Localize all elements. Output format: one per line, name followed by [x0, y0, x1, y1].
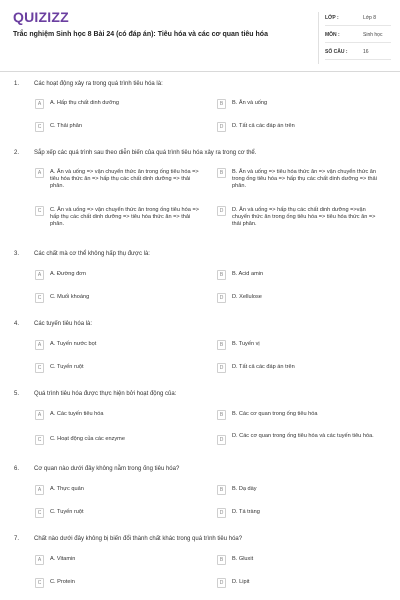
option-letter: B: [217, 485, 226, 495]
meta-row-subject: [325, 29, 391, 43]
option-letter: C: [35, 293, 44, 303]
option-text: A. Đường đơn: [50, 271, 86, 277]
option-text: D. Tất cả các đáp án trên: [232, 364, 295, 370]
option-text: A. Thực quản: [50, 486, 84, 492]
option-text: D. Xellulose: [232, 294, 262, 300]
option-letter: C: [35, 122, 44, 132]
option-letter: D: [217, 578, 226, 588]
option-letter: A: [35, 340, 44, 350]
option-text: B. Acid amin: [232, 271, 264, 277]
meta-key: LỚP :: [325, 15, 339, 21]
option-letter: C: [35, 435, 44, 445]
option-letter: C: [35, 578, 44, 588]
worksheet-title: Trắc nghiệm Sinh học 8 Bài 24 (có đáp án): Tiêu hóa và các cơ quan tiêu hóa: [13, 31, 268, 38]
option-letter: A: [35, 555, 44, 565]
option-text: A. Ăn và uống => vận chuyển thức ăn trong ống tiêu hóa => tiêu hóa thức ăn => hấp thụ các chất dinh dưỡng => thải phân.: [50, 169, 199, 190]
option-letter: B: [217, 270, 226, 280]
meta-row-class: [325, 12, 391, 26]
option-letter: A: [35, 485, 44, 495]
option-letter: D: [217, 363, 226, 373]
option-letter: B: [217, 168, 226, 178]
option-text: D. Tất cả các đáp án trên: [232, 123, 295, 129]
option-letter: C: [35, 508, 44, 518]
option-text: A. Hấp thụ chất dinh dưỡng: [50, 100, 119, 106]
question-number: 1.: [14, 81, 20, 87]
option-text: B. Các cơ quan trong ống tiêu hóa: [232, 411, 318, 417]
question-number: 3.: [14, 251, 20, 257]
option-text: D. Ăn và uống => hấp thụ các chất dinh dưỡng =>vận chuyển thức ăn trong ống tiêu hóa => tiêu hóa thức ăn => thải phân.: [232, 207, 376, 228]
option-letter: A: [35, 270, 44, 280]
option-letter: D: [217, 206, 226, 216]
question-number: 5.: [14, 391, 20, 397]
question-text: Cơ quan nào dưới đây không nằm trong ống tiêu hóa?: [34, 466, 180, 472]
option-text: C. Ăn và uống => vận chuyển thức ăn trong ống tiêu hóa => hấp thụ các chất dinh dưỡng => tiêu hóa thức ăn => thải phân.: [50, 207, 199, 228]
question-number: 6.: [14, 466, 20, 472]
option-text: B. Ăn và uống: [232, 100, 268, 106]
worksheet-header: [0, 0, 400, 72]
option-letter: D: [217, 122, 226, 132]
option-letter: D: [217, 508, 226, 518]
option-letter: A: [35, 168, 44, 178]
option-letter: B: [217, 99, 226, 109]
option-letter: C: [35, 206, 44, 216]
option-text: A. Các tuyến tiêu hóa: [50, 411, 104, 417]
question-text: Quá trình tiêu hóa được thực hiện bởi hoạt động của:: [34, 391, 177, 397]
option-letter: A: [35, 410, 44, 420]
question-text: Sắp xếp các quá trình sau theo diễn biến của quá trình tiêu hóa xảy ra trong cơ thể.: [34, 150, 257, 156]
meta-value: Lớp 8: [363, 15, 377, 21]
question-number: 7.: [14, 536, 20, 542]
quizizz-logo: QUIZIZZ: [13, 9, 69, 25]
option-letter: B: [217, 340, 226, 350]
option-text: B. Tuyến vị: [232, 341, 260, 347]
option-letter: B: [217, 555, 226, 565]
option-text: C. Tuyến ruột: [50, 364, 84, 370]
option-text: B. Ăn và uống => tiêu hóa thức ăn => vận chuyển thức ăn trong ống tiêu hóa => hấp thụ các chất dinh dưỡng => thải phân.: [232, 169, 377, 190]
option-letter: B: [217, 410, 226, 420]
option-text: C. Tuyến ruột: [50, 509, 84, 515]
option-letter: D: [217, 293, 226, 303]
meta-row-count: [325, 46, 391, 60]
meta-value: Sinh học: [363, 32, 383, 38]
question-number: 4.: [14, 321, 20, 327]
question-text: Các chất mà cơ thể không hấp thụ được là:: [34, 251, 150, 257]
option-letter: A: [35, 99, 44, 109]
option-text: C. Protein: [50, 579, 75, 585]
option-text: B. Dạ dày: [232, 486, 257, 492]
worksheet-meta: [318, 12, 390, 64]
question-text: Các tuyến tiêu hóa là:: [34, 321, 93, 327]
option-text: C. Thải phân: [50, 123, 82, 129]
meta-key: MÔN :: [325, 32, 340, 38]
option-text: C. Muối khoáng: [50, 294, 90, 300]
option-text: A. Vitamin: [50, 556, 76, 562]
option-text: D. Lipit: [232, 579, 250, 585]
meta-value: 16: [363, 49, 369, 55]
option-text: B. Gluxit: [232, 556, 254, 562]
option-text: A. Tuyến nước bọt: [50, 341, 97, 347]
question-number: 2.: [14, 150, 20, 156]
option-text: D. Tá tràng: [232, 509, 260, 515]
option-text: D. Các cơ quan trong ống tiêu hóa và các tuyến tiêu hóa.: [232, 433, 374, 439]
option-letter: D: [217, 435, 226, 445]
option-letter: C: [35, 363, 44, 373]
question-text: Chất nào dưới đây không bị biến đổi thành chất khác trong quá trình tiêu hóa?: [34, 536, 243, 542]
question-text: Các hoạt động xảy ra trong quá trình tiêu hóa là:: [34, 81, 163, 87]
meta-key: SỐ CÂU :: [325, 49, 348, 55]
option-text: C. Hoạt động của các enzyme: [50, 436, 125, 442]
